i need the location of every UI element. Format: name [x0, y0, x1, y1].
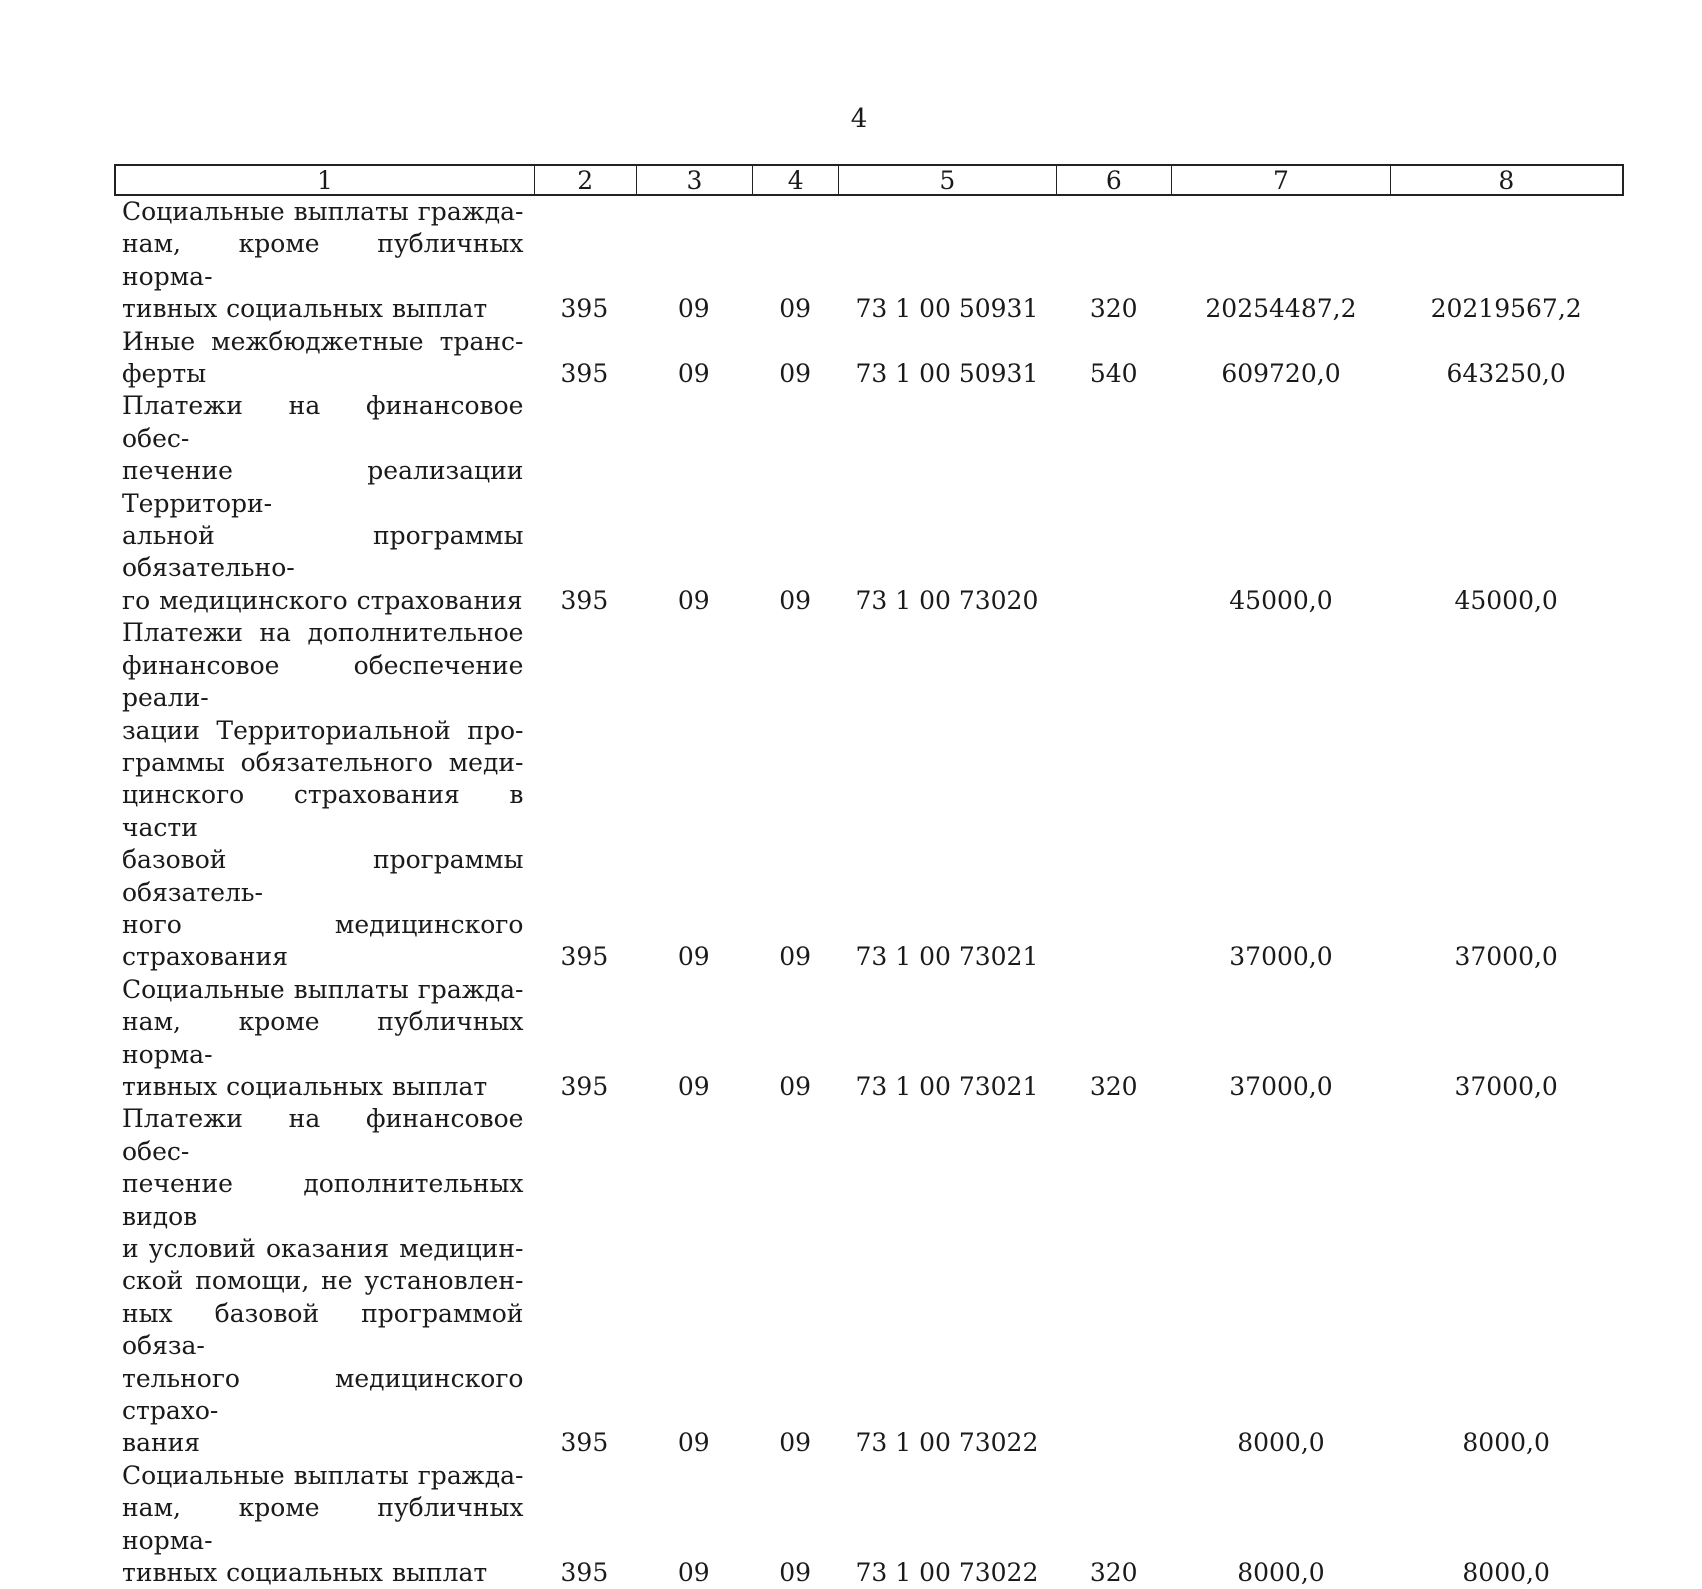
- header-col-7: 7: [1172, 166, 1390, 194]
- table-row: [122, 617, 1622, 973]
- cell-col-4: 09: [779, 294, 812, 324]
- description-line: нам, кроме публичных норма-: [122, 229, 524, 291]
- table-row: [122, 390, 1622, 617]
- cell-col-6: 540: [1089, 359, 1138, 389]
- description-line: тельного медицинского страхо-: [122, 1363, 524, 1426]
- cell-col-3: 09: [677, 942, 710, 972]
- cell-col-5: 73 1 00 50931: [855, 359, 1039, 389]
- cell-col-4: 09: [779, 1428, 812, 1458]
- row-description: [122, 974, 533, 1104]
- description-line: Социальные выплаты гражда-: [122, 974, 524, 1004]
- cell-col-7: 37000,0: [1229, 942, 1333, 972]
- cell-col-8: 8000,0: [1462, 1428, 1550, 1458]
- description-line: Социальные выплаты гражда-: [122, 197, 524, 226]
- cell-col-2: 395: [560, 294, 609, 324]
- cell-col-4: 09: [779, 585, 812, 615]
- description-line: альной программы обязательно-: [122, 521, 524, 583]
- cell-col-7: 8000,0: [1237, 1428, 1325, 1458]
- row-description: [122, 326, 533, 391]
- cell-col-4: 09: [779, 1071, 812, 1101]
- cell-col-7: 37000,0: [1229, 1071, 1333, 1101]
- row-description: [122, 390, 533, 617]
- description-line: базовой программы обязатель-: [122, 845, 524, 907]
- cell-col-3: 09: [677, 585, 710, 615]
- cell-col-7: 8000,0: [1237, 1558, 1325, 1588]
- cell-col-6: 320: [1089, 294, 1138, 324]
- cell-col-3: 09: [677, 294, 710, 324]
- cell-col-2: 395: [560, 1428, 609, 1458]
- cell-col-5: 73 1 00 73021: [855, 1071, 1039, 1101]
- description-line: тивных социальных выплат: [122, 1071, 488, 1101]
- description-line: нам, кроме публичных норма-: [122, 1493, 524, 1555]
- cell-col-5: 73 1 00 50931: [855, 294, 1039, 324]
- description-line: финансовое обеспечение реали-: [122, 650, 524, 713]
- cell-col-8: 37000,0: [1454, 942, 1558, 972]
- table-row: [122, 1103, 1622, 1459]
- table-row: [122, 196, 1622, 326]
- row-description: [122, 196, 533, 326]
- table-row: [122, 1460, 1622, 1589]
- header-col-1: 1: [116, 166, 535, 194]
- description-line: граммы обязательного меди-: [122, 747, 524, 777]
- description-line: Платежи на дополнительное: [122, 618, 524, 648]
- description-line: и условий оказания медицин-: [122, 1234, 524, 1263]
- cell-col-3: 09: [677, 1071, 710, 1101]
- cell-col-5: 73 1 00 73022: [855, 1558, 1039, 1588]
- cell-col-2: 395: [560, 942, 609, 972]
- cell-col-8: 643250,0: [1446, 359, 1566, 389]
- row-description: [122, 1103, 533, 1459]
- description-line: ного медицинского страхования: [122, 909, 524, 972]
- description-line: зации Территориальной про-: [122, 715, 524, 745]
- cell-col-3: 09: [677, 1428, 710, 1458]
- description-line: ской помощи, не установлен-: [122, 1266, 524, 1296]
- cell-col-2: 395: [560, 585, 609, 615]
- header-col-3: 3: [637, 166, 754, 194]
- description-line: цинского страхования в части: [122, 780, 524, 842]
- cell-col-8: 20219567,2: [1430, 294, 1582, 324]
- description-line: ферты: [122, 359, 207, 389]
- cell-col-4: 09: [779, 359, 812, 389]
- cell-col-4: 09: [779, 942, 812, 972]
- cell-col-5: 73 1 00 73020: [855, 585, 1039, 615]
- description-line: вания: [122, 1428, 201, 1458]
- description-line: го медицинского страхования: [122, 585, 523, 615]
- header-col-2: 2: [535, 166, 637, 194]
- description-line: печение реализации Территори-: [122, 456, 524, 518]
- cell-col-7: 20254487,2: [1205, 294, 1357, 324]
- header-col-6: 6: [1057, 166, 1173, 194]
- description-line: Социальные выплаты гражда-: [122, 1460, 524, 1490]
- header-col-4: 4: [753, 166, 839, 194]
- table-row: [122, 974, 1622, 1104]
- description-line: тивных социальных выплат: [122, 1558, 488, 1588]
- table-header: [114, 164, 1624, 196]
- cell-col-2: 395: [560, 359, 609, 389]
- cell-col-8: 37000,0: [1454, 1071, 1558, 1101]
- description-line: тивных социальных выплат: [122, 294, 488, 324]
- header-col-5: 5: [839, 166, 1056, 194]
- cell-col-2: 395: [560, 1558, 609, 1588]
- page-number: 4: [850, 104, 868, 134]
- description-line: Иные межбюджетные транс-: [122, 326, 524, 356]
- cell-col-7: 609720,0: [1221, 359, 1341, 389]
- cell-col-2: 395: [560, 1071, 609, 1101]
- cell-col-8: 45000,0: [1454, 585, 1558, 615]
- cell-col-3: 09: [677, 1558, 710, 1588]
- cell-col-5: 73 1 00 73021: [855, 942, 1039, 972]
- cell-col-5: 73 1 00 73022: [855, 1428, 1039, 1458]
- description-line: ных базовой программой обяза-: [122, 1298, 524, 1361]
- cell-col-6: 320: [1089, 1071, 1138, 1101]
- cell-col-8: 8000,0: [1462, 1558, 1550, 1588]
- cell-col-4: 09: [779, 1558, 812, 1588]
- cell-col-7: 45000,0: [1229, 585, 1333, 615]
- description-line: печение дополнительных видов: [122, 1169, 524, 1231]
- description-line: Платежи на финансовое обес-: [122, 391, 524, 453]
- description-line: нам, кроме публичных норма-: [122, 1007, 524, 1069]
- table-body: [122, 196, 1622, 1589]
- header-col-8: 8: [1498, 165, 1515, 195]
- row-description: [122, 1460, 533, 1589]
- row-description: [122, 617, 533, 973]
- description-line: Платежи на финансовое обес-: [122, 1104, 524, 1166]
- cell-col-6: 320: [1089, 1558, 1138, 1588]
- cell-col-3: 09: [677, 359, 710, 389]
- table-row: [122, 326, 1622, 391]
